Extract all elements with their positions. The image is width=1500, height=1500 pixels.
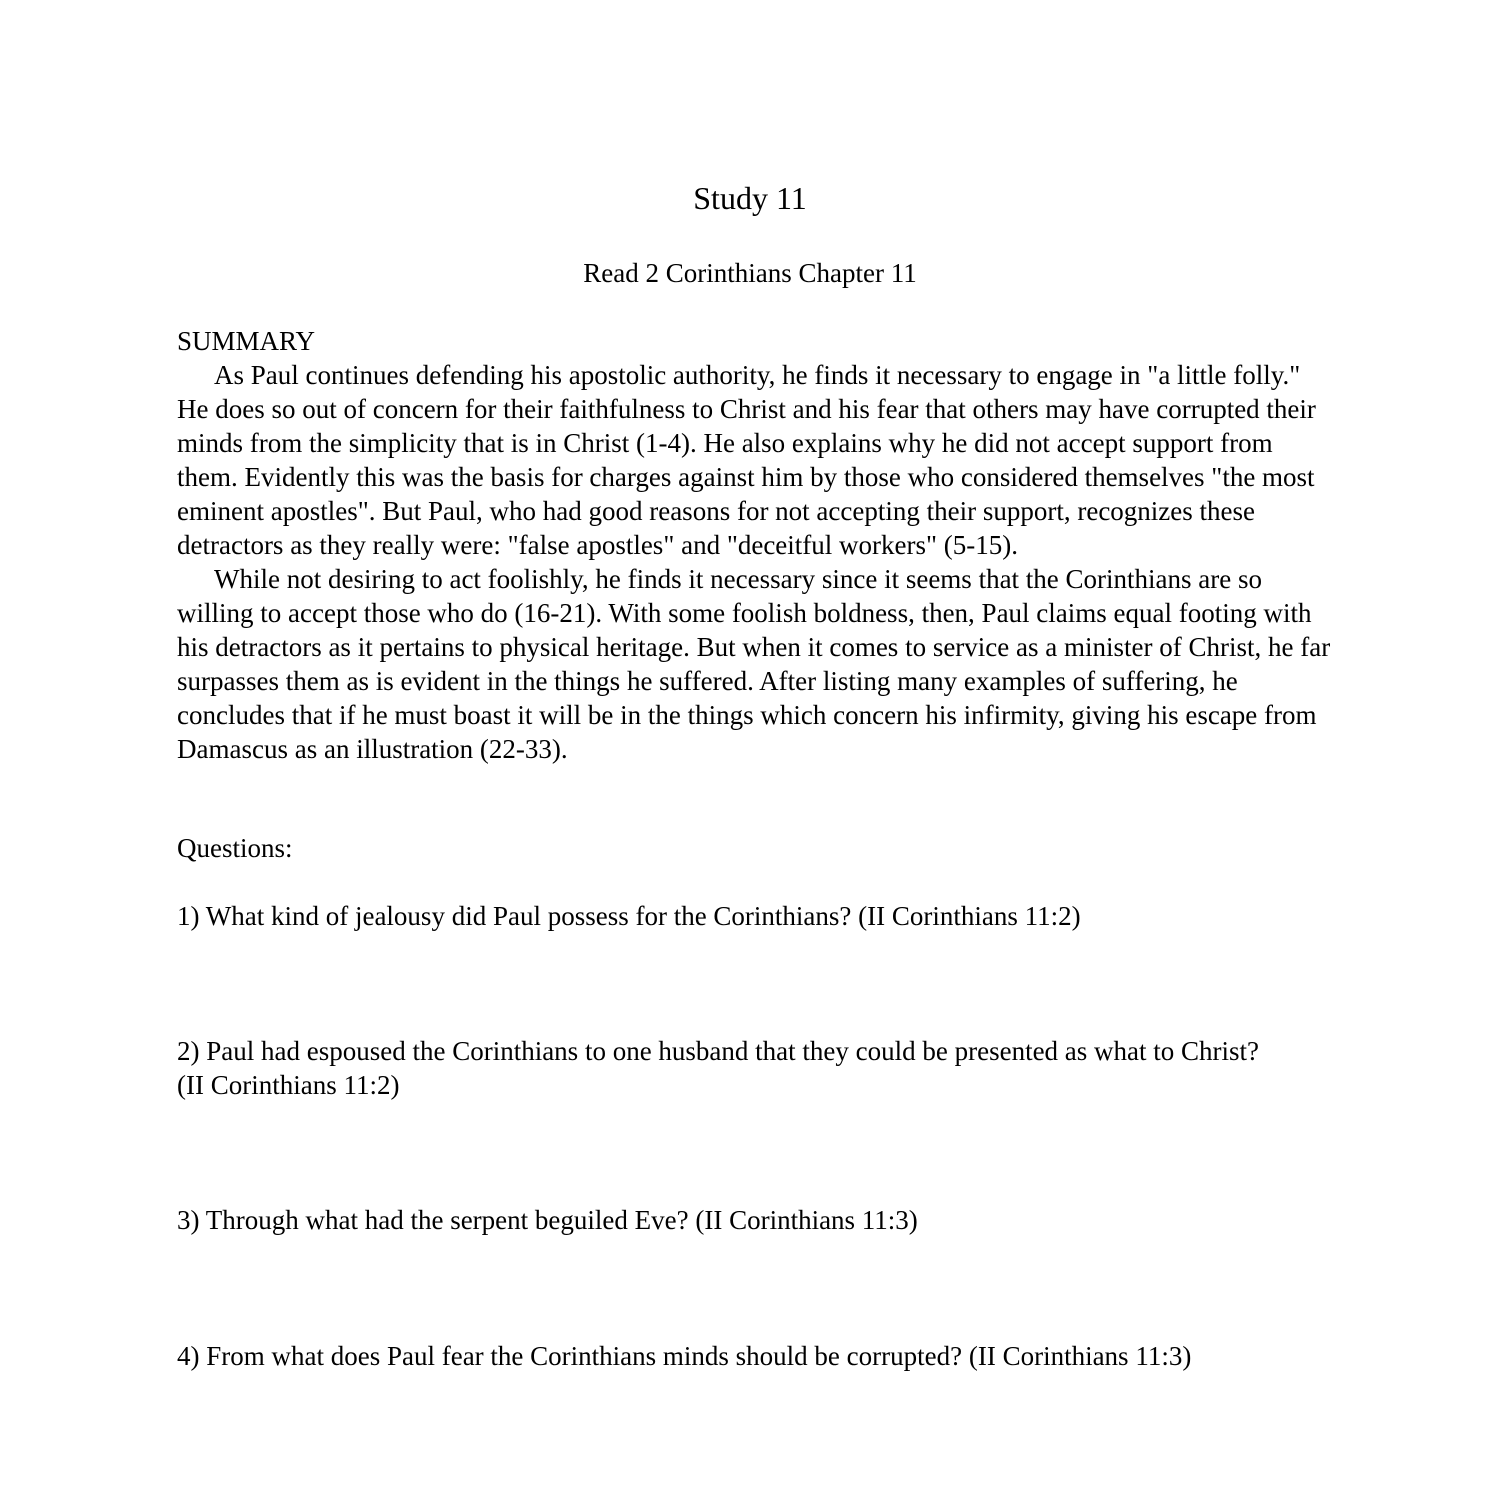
questions-heading: Questions: [177, 833, 293, 863]
summary-paragraph: As Paul continues defending his apostolic authority, he finds it necessary to engage in "a little folly." He does so out of concern for their faithfulness to Christ and his fear that others may have corrupted their minds from the simplicity that is in Christ (1-4). He also explains why he did not accept support from them. Evidently this was the basis for charges against him by those who considered themselves "the most eminent apostles". But Paul, who had good reasons for not accepting their support, recognizes these detractors as they really were: "false apostles" and "deceitful workers" (5-15). [177, 360, 1316, 560]
summary-section [177, 324, 1337, 766]
page-subtitle: Read 2 Corinthians Chapter 11 [583, 258, 917, 288]
page-title: Study 11 [693, 180, 807, 216]
question-item: 1) What kind of jealousy did Paul possess for the Corinthians? (II Corinthians 11:2) [177, 901, 1081, 931]
summary-paragraph: While not desiring to act foolishly, he finds it necessary since it seems that the Corinthians are so willing to accept those who do (16-21). With some foolish boldness, then, Paul claims equal footing with his detractors as it pertains to physical heritage. But when it comes to service as a minister of Christ, he far surpasses them as is evident in the things he suffered. After listing many examples of suffering, he concludes that if he must boast it will be in the things which concern his infirmity, giving his escape from Damascus as an illustration (22-33). [177, 564, 1331, 764]
question-item: 4) From what does Paul fear the Corinthians minds should be corrupted? (II Corinthians 11:3) [177, 1341, 1192, 1371]
summary-heading: SUMMARY [177, 326, 316, 356]
document-page [177, 0, 1337, 1500]
question-item: 3) Through what had the serpent beguiled Eve? (II Corinthians 11:3) [177, 1205, 918, 1235]
question-item: 2) Paul had espoused the Corinthians to one husband that they could be presented as what to Christ? (II Corinthians 11:2) [177, 1036, 1260, 1100]
